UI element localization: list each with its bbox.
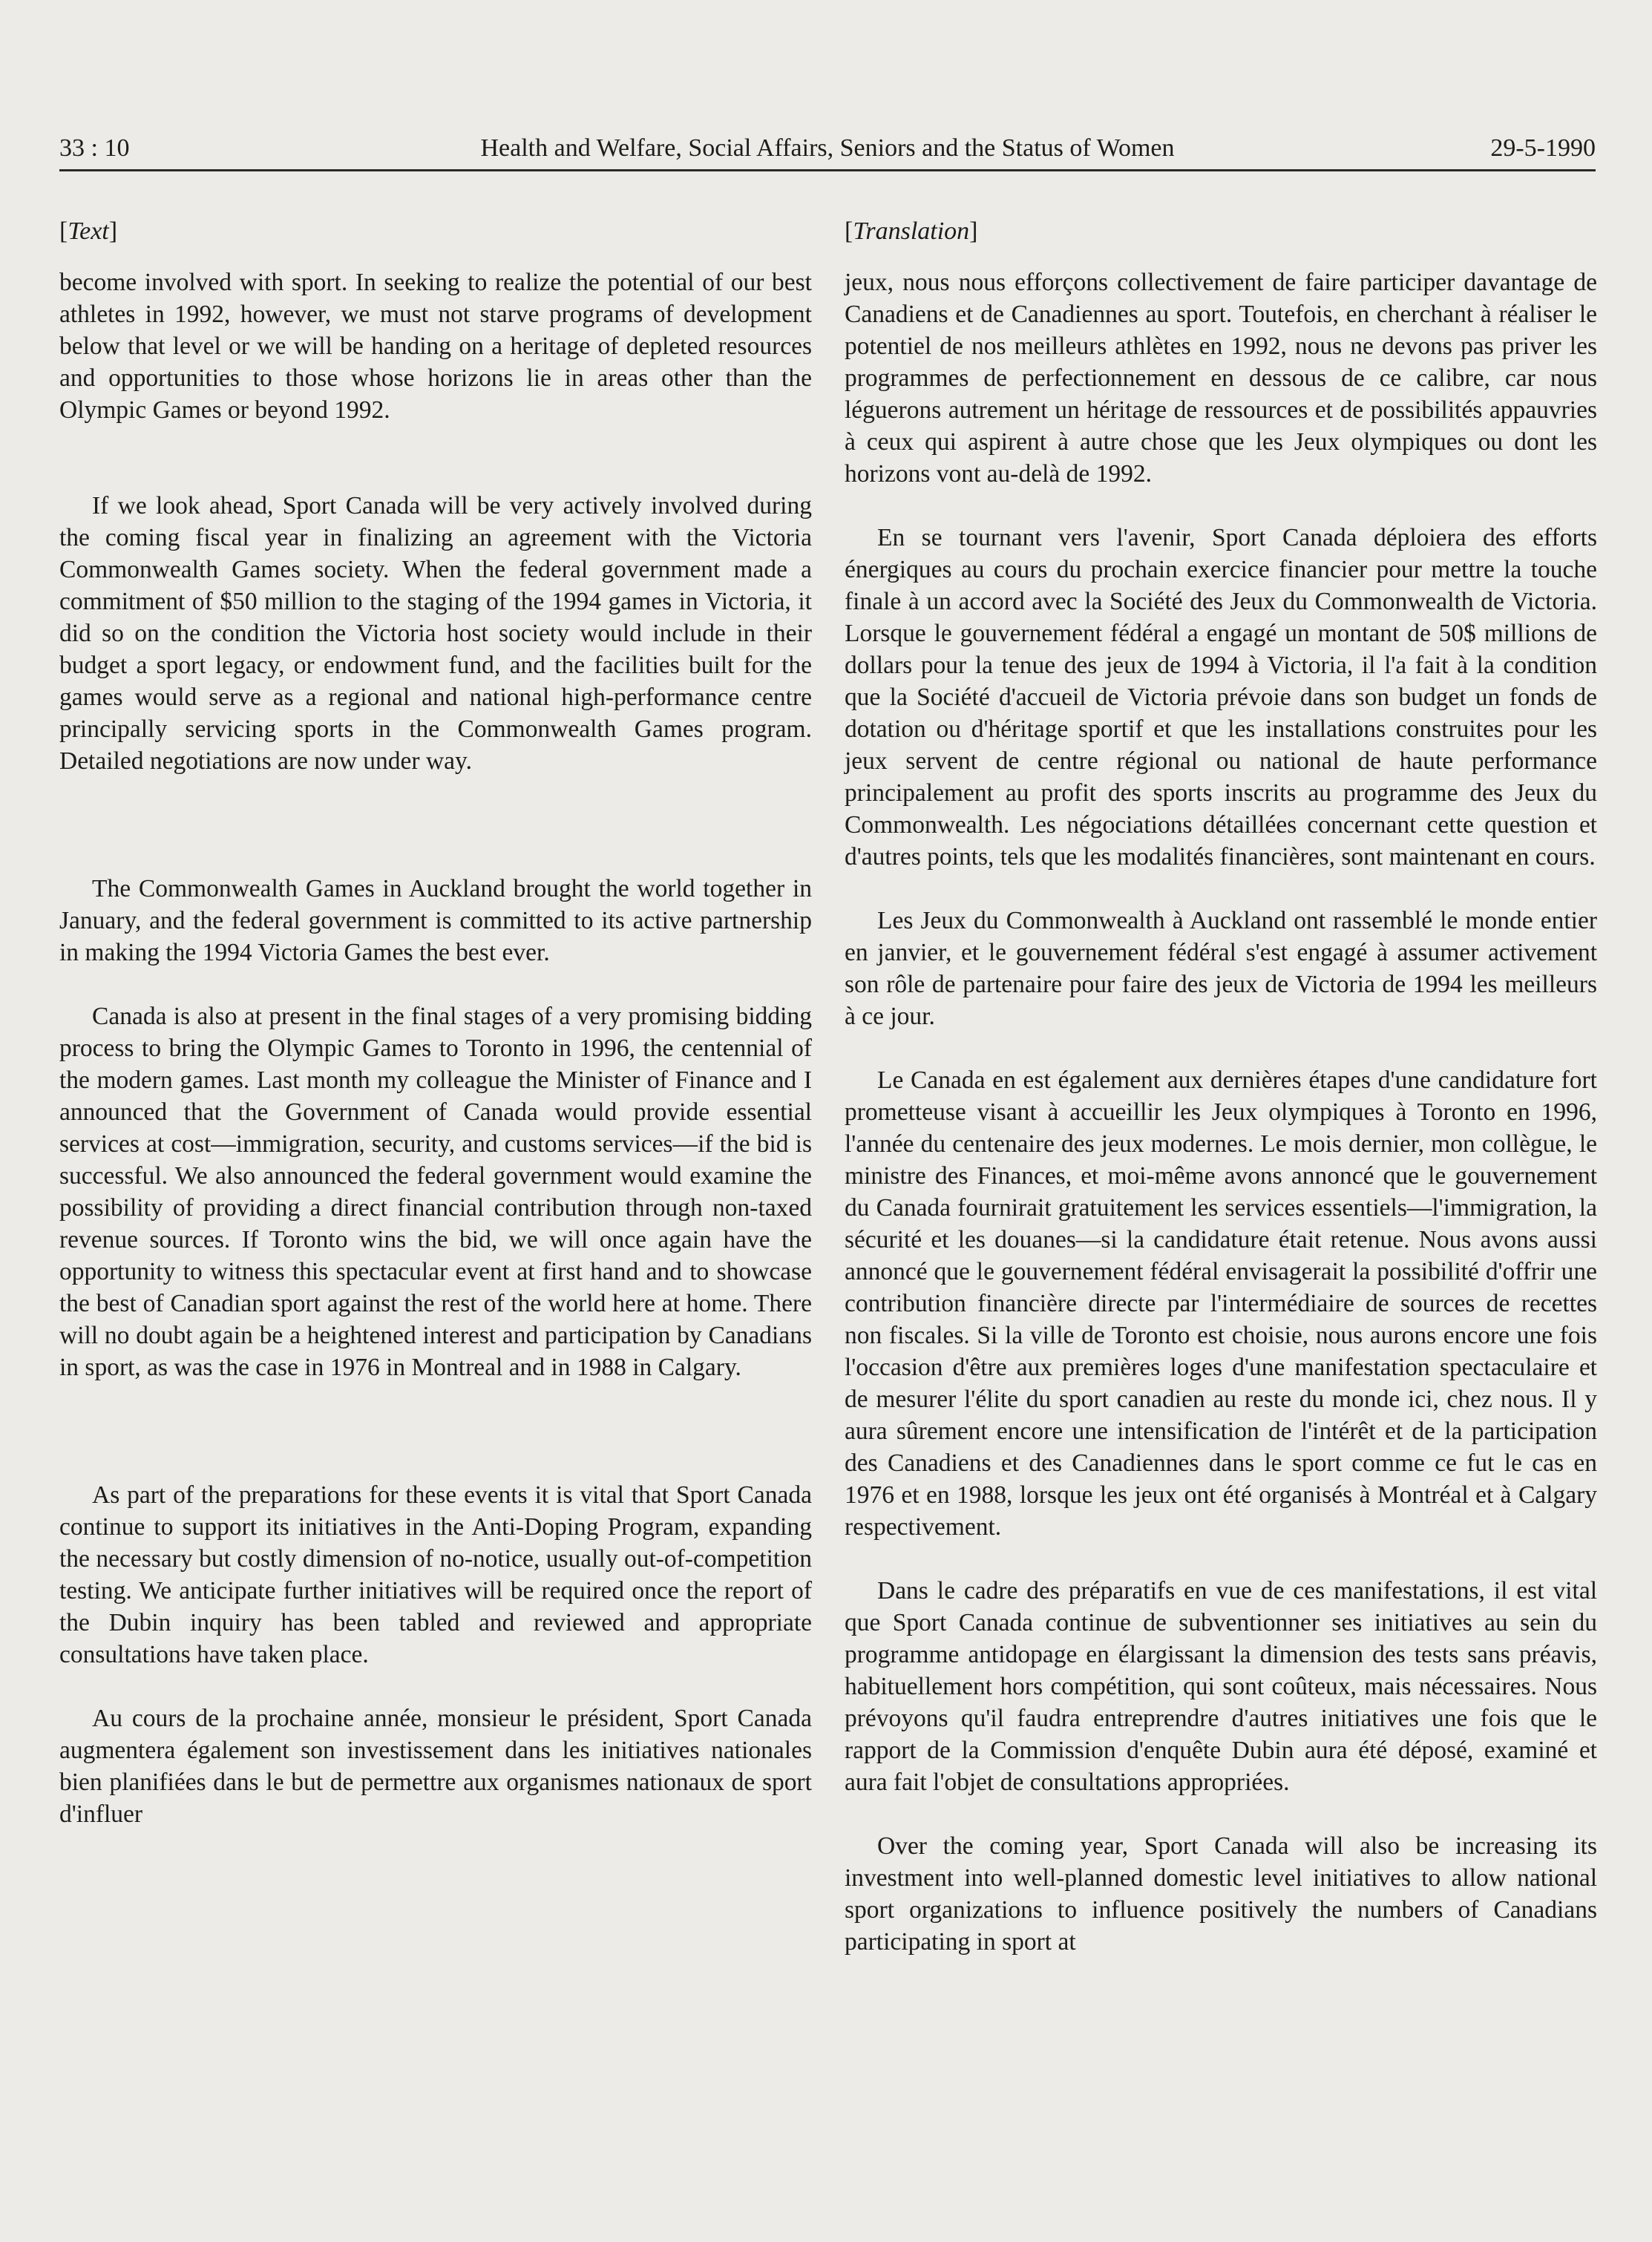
right-column	[845, 215, 1597, 1958]
paragraph-gap	[59, 968, 812, 1000]
page-number: 33 : 10	[59, 134, 130, 162]
paragraph: jeux, nous nous efforçons collectivement de faire participer davantage de Canadiens et de Canadiennes au sport. Toutefois, en cherchant à réaliser le potentiel de nos meilleurs athlètes en 1992, nous ne devons pas priver les programmes de perfectionnement en dessous de ce calibre, car nous léguerons autrement un héritage de ressources et de possibilités appauvries à ceux qui aspirent à autre chose que les Jeux olympiques ou dont les horizons vont au-delà de 1992.	[845, 269, 1597, 488]
paragraph: Dans le cadre des préparatifs en vue de ces manifestations, il est vital que Sport Canada continue de subventionner ses initiatives au sein du programme antidopage en élargissant la dimension des tests sans préavis, habituellement hors compétition, qui sont coûteux, mais nécessaires. Nous prévoyons qu'il faudra entreprendre d'autres initiatives une fois que le rapport de la Commission d'enquête Dubin aura été déposé, examiné et aura fait l'objet de consultations appropriées.	[845, 1577, 1597, 1796]
column-label-translation: [Translation]	[845, 217, 978, 245]
paragraph-gap	[59, 1383, 812, 1479]
paragraph-gap	[845, 1543, 1597, 1575]
committee-title: Health and Welfare, Social Affairs, Seniors and the Status of Women	[480, 134, 1175, 162]
paragraph: Over the coming year, Sport Canada will also be increasing its investment into well-planned domestic level initiatives to allow national sport organizations to influence positively the numbers of Canadians participating in sport at	[845, 1832, 1597, 1956]
paragraph-gap	[845, 873, 1597, 905]
paragraph-gap	[845, 490, 1597, 522]
paragraph-gap	[845, 1798, 1597, 1830]
paragraph: become involved with sport. In seeking to realize the potential of our best athletes in 1992, however, we must not starve programs of development below that level or we will be handing on a heritage of depleted resources and opportunities to those whose horizons lie in areas other than the Olympic Games or beyond 1992.	[59, 269, 812, 424]
left-column	[59, 215, 812, 1830]
column-label: Text	[68, 217, 109, 245]
paragraph: If we look ahead, Sport Canada will be very actively involved during the coming fiscal year in finalizing an agreement with the Victoria Commonwealth Games society. When the federal government made a commitment of $50 million to the staging of the 1994 games in Victoria, it did so on the condition the Victoria host society would include in their budget a sport legacy, or endowment fund, and the facilities built for the games would serve as a regional and national high-performance centre principally servicing sports in the Commonwealth Games program. Detailed negotiations are now under way.	[59, 492, 812, 775]
paragraph: Le Canada en est également aux dernières étapes d'une candidature fort prometteuse visant à accueillir les Jeux olympiques à Toronto en 1996, l'année du centenaire des jeux modernes. Le mois dernier, mon collègue, le ministre des Finances, et moi-même avons annoncé que le gouvernement du Canada fournirait gratuitement les services essentiels—l'immigration, la sécurité et les douanes—si la candidature était retenue. Nous avons aussi annoncé que le gouvernement fédéral envisagerait la possibilité d'offrir une contribution financière directe par l'intermédiaire de sources de recettes non fiscales. Si la ville de Toronto est choisie, nous aurons encore une fois l'occasion d'être aux premières loges d'une manifestation spectaculaire et de mesurer l'élite du sport canadien au reste du monde ici, chez nous. Il y aura sûrement encore une intensification de l'intérêt et de la participation des Canadiens et des Canadiennes dans le sport comme ce fut le cas en 1976 et en 1988, lorsque les jeux ont été organisés à Montréal et à Calgary respectivement.	[845, 1066, 1597, 1541]
paragraph-gap	[59, 1671, 812, 1702]
header-date: 29-5-1990	[1490, 134, 1596, 162]
paragraph: En se tournant vers l'avenir, Sport Canada déploiera des efforts énergiques au cours du prochain exercice financier pour mettre la touche finale à un accord avec la Société des Jeux du Commonwealth de Victoria. Lorsque le gouvernement fédéral a engagé un montant de 50$ millions de dollars pour la tenue des jeux de 1994 à Victoria, il l'a fait à la condition que la Société d'accueil de Victoria prévoie dans son budget un fonds de dotation ou d'héritage sportif et que les installations construites pour les jeux servent de centre régional ou national de haute performance principalement au profit des sports inscrits au programme des Jeux du Commonwealth. Les négociations détaillées concernant cette question et d'autres points, tels que les modalités financières, sont maintenant en cours.	[845, 524, 1597, 871]
paragraph: Canada is also at present in the final stages of a very promising bidding process to bring the Olympic Games to Toronto in 1996, the centennial of the modern games. Last month my colleague the Minister of Finance and I announced that the Government of Canada would provide essential services at cost—immigration, security, and customs services—if the bid is successful. We also announced the federal government would examine the possibility of providing a direct financial contribution through non-taxed revenue sources. If Toronto wins the bid, we will once again have the opportunity to witness this spectacular event at first hand and to showcase the best of Canadian sport against the rest of the world here at home. There will no doubt again be a heightened interest and participation by Canadians in sport, as was the case in 1976 in Montreal and in 1988 in Calgary.	[59, 1003, 812, 1381]
paragraph: Au cours de la prochaine année, monsieur le président, Sport Canada augmentera également son investissement dans les initiatives nationales bien planifiées dans le but de permettre aux organismes nationaux de sport d'influer	[59, 1705, 812, 1828]
column-label-text: [Text]	[59, 217, 118, 245]
paragraph-gap	[845, 1032, 1597, 1064]
paragraph-gap	[59, 426, 812, 490]
page-header	[59, 128, 1596, 171]
paragraph: Les Jeux du Commonwealth à Auckland ont rassemblé le monde entier en janvier, et le gouvernement fédéral s'est engagé à assumer activement son rôle de partenaire pour faire des jeux de Victoria de 1994 les meilleurs à ce jour.	[845, 907, 1597, 1030]
paragraph: The Commonwealth Games in Auckland brought the world together in January, and the federal government is committed to its active partnership in making the 1994 Victoria Games the best ever.	[59, 875, 812, 966]
paragraph: As part of the preparations for these events it is vital that Sport Canada continue to support its initiatives in the Anti-Doping Program, expanding the necessary but costly dimension of no-notice, usually out-of-competition testing. We anticipate further initiatives will be required once the report of the Dubin inquiry has been tabled and reviewed and appropriate consultations have taken place.	[59, 1481, 812, 1668]
column-label: Translation	[853, 217, 970, 245]
paragraph-gap	[59, 777, 812, 873]
